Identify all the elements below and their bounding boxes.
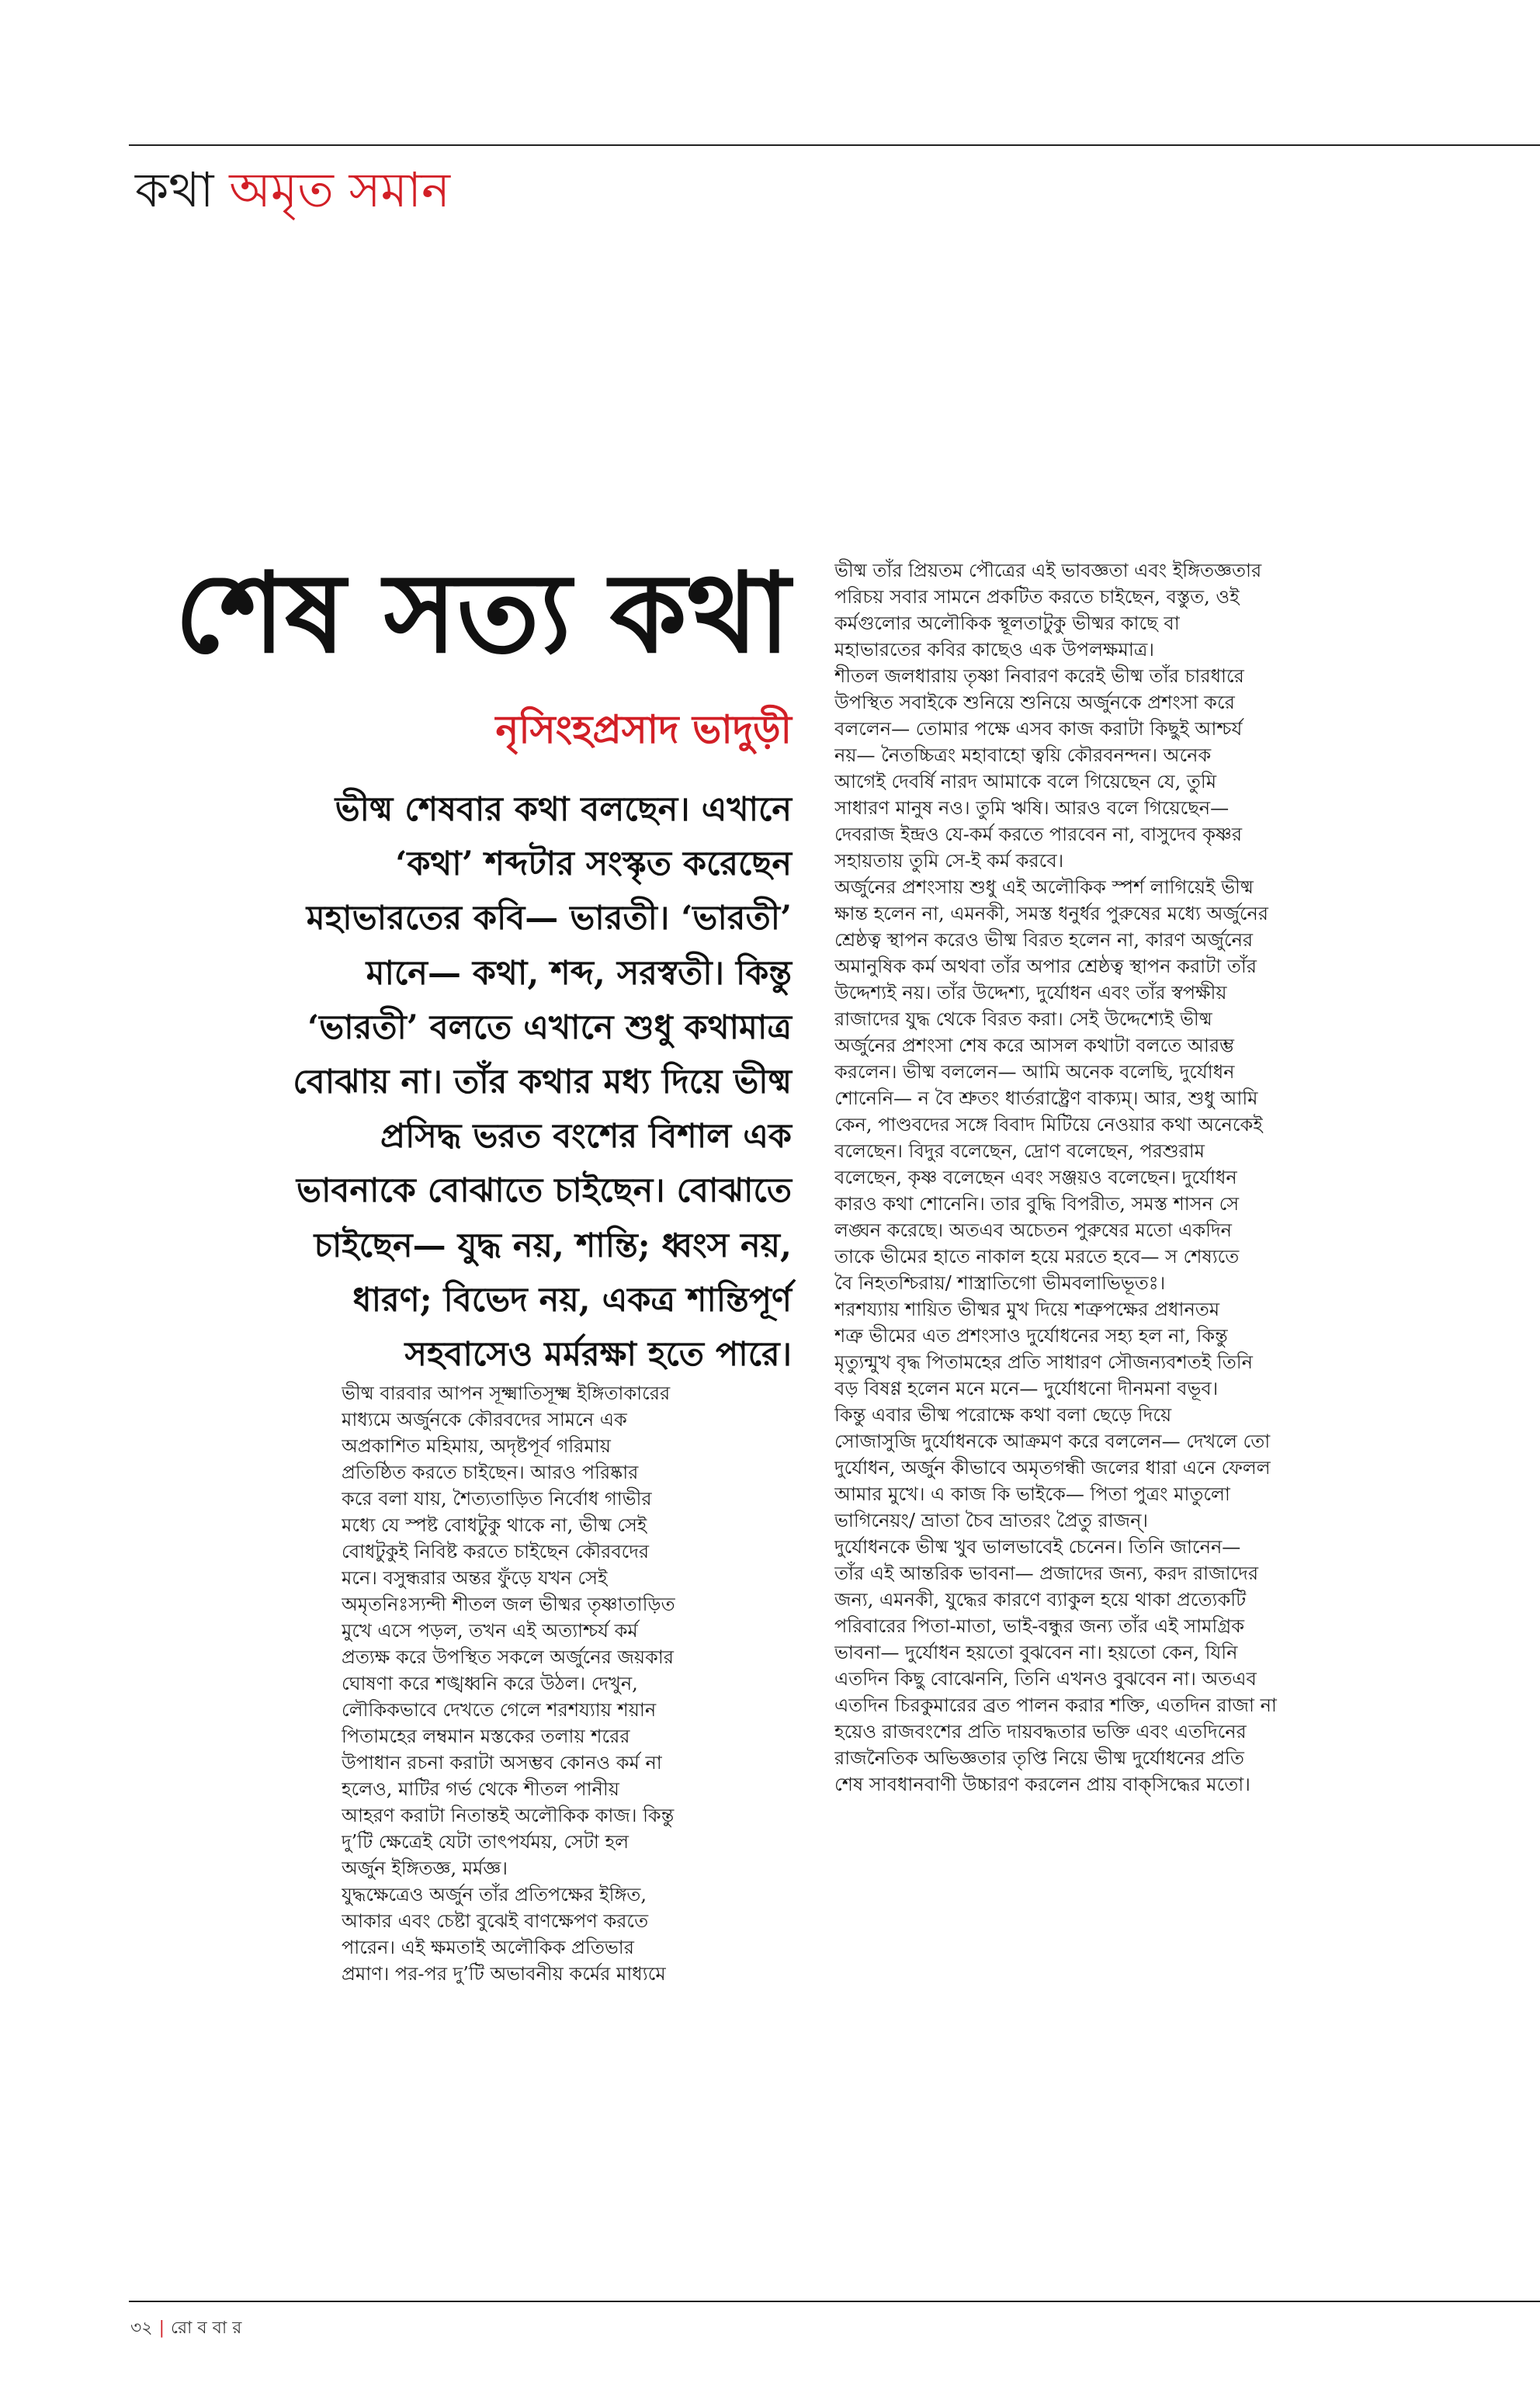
- section-title-part1: কথা: [135, 161, 214, 218]
- text-line: এতদিন কিছু বোঝেননি, তিনি এখনও বুঝবেন না। অতএব: [834, 1668, 1257, 1690]
- text-line: শ্রেষ্ঠত্ব স্থাপন করেও ভীষ্ম বিরত হলেন না, কারণ অর্জুনের: [834, 929, 1254, 951]
- text-line: ঘোষণা করে শঙ্খধ্বনি করে উঠল। দেখুন,: [342, 1673, 638, 1694]
- text-line: মধ্যে যে স্পষ্ট বোধটুকু থাকে না, ভীষ্ম সেই: [342, 1514, 647, 1536]
- text-line: সাধারণ মানুষ নও। তুমি ঋষি। আরও বলে গিয়েছেন—: [834, 797, 1230, 819]
- text-line: উপাধান রচনা করাটা অসম্ভব কোনও কর্ম না: [342, 1752, 662, 1774]
- text-line: আমার মুখে। এ কাজ কি ভাইকে— পিতা পুত্রং মাতুলো: [834, 1483, 1230, 1505]
- text-line: মনে। বসুন্ধরার অন্তর ফুঁড়ে যখন সেই: [342, 1567, 608, 1589]
- text-line: কিন্তু এবার ভীষ্ম পরোক্ষে কথা বলা ছেড়ে দিয়ে: [834, 1404, 1172, 1426]
- text-line: পরিবারের পিতা-মাতা, ভাই-বন্ধুর জন্য তাঁর এই সামগ্রিক: [834, 1615, 1245, 1637]
- text-line: ভীষ্ম বারবার আপন সূক্ষ্মাতিসূক্ষ্ম ইঙ্গিতাকারের: [342, 1382, 671, 1404]
- text-line: করে বলা যায়, শৈত্যতাড়িত নির্বোধ গাভীর: [342, 1488, 652, 1510]
- text-line: বলেছেন, কৃষ্ণ বলেছেন এবং সঞ্জয়ও বলেছেন। দুর্যোধন: [834, 1167, 1237, 1188]
- lead-line: ‘কথা’ শব্দটার সংস্কৃত করেছেন: [395, 844, 792, 884]
- text-line: দেবরাজ ইন্দ্রও যে-কর্ম করতে পারবেন না, বাসুদেব কৃষ্ণর: [834, 824, 1243, 845]
- text-line: মাধ্যমে অর্জুনকে কৌরবদের সামনে এক: [342, 1409, 627, 1431]
- text-line: বললেন— তোমার পক্ষে এসব কাজ করাটা কিছুই আশ্চর্য: [834, 718, 1243, 740]
- lead-line: ভীষ্ম শেষবার কথা বলছেন। এখানে: [335, 790, 792, 829]
- section-title: [135, 155, 450, 225]
- text-line: ভাগিনেয়ং/ ভ্রাতা চৈব ভ্রাতরং প্রৈতু রাজন্।: [834, 1510, 1148, 1531]
- text-line: হয়েও রাজবংশের প্রতি দায়বদ্ধতার ভক্তি এবং এতদিনের: [834, 1721, 1247, 1743]
- text-line: অর্জুনের প্রশংসায় শুধু এই অলৌকিক স্পর্শ লাগিয়েই ভীষ্ম: [834, 876, 1254, 898]
- text-line: প্রমাণ। পর-পর দু’টি অভাবনীয় কর্মের মাধ্যমে: [342, 1963, 666, 1985]
- page-footer: [130, 2313, 241, 2344]
- text-line: শীতল জলধারায় তৃষ্ণা নিবারণ করেই ভীষ্ম তাঁর চারধারে: [834, 665, 1244, 687]
- article-headline: শেষ সত্য কথা: [175, 549, 790, 678]
- text-line: পারেন। এই ক্ষমতাই অলৌকিক প্রতিভার: [342, 1937, 634, 1958]
- text-line: দু’টি ক্ষেত্রেই যেটা তাৎপর্যময়, সেটা হল: [342, 1831, 629, 1853]
- text-line: মুখে এসে পড়ল, তখন এই অত্যাশ্চর্য কর্ম: [342, 1620, 638, 1642]
- text-line: পরিচয় সবার সামনে প্রকটিত করতে চাইছেন, বস্তুত, ওই: [834, 586, 1240, 608]
- text-line: তাঁর এই আন্তরিক ভাবনা— প্রজাদের জন্য, করদ রাজাদের: [834, 1562, 1259, 1584]
- text-line: রাজাদের যুদ্ধ থেকে বিরত করা। সেই উদ্দেশ্যেই ভীষ্ম: [834, 1008, 1212, 1030]
- text-line: দুর্যোধনকে ভীষ্ম খুব ভালভাবেই চেনেন। তিনি জানেন—: [834, 1536, 1241, 1558]
- lead-line: ‘ভারতী’ বলতে এখানে শুধু কথামাত্র: [307, 1007, 792, 1047]
- text-line: শেষ সাবধানবাণী উচ্চারণ করলেন প্রায় বাক্‌সিদ্ধের মতো।: [834, 1774, 1250, 1795]
- text-line: উপস্থিত সবাইকে শুনিয়ে শুনিয়ে অর্জুনকে প্রশংসা করে: [834, 692, 1235, 713]
- text-line: মহাভারতের কবির কাছেও এক উপলক্ষমাত্র।: [834, 639, 1154, 661]
- lead-line: বোঝায় না। তাঁর কথার মধ্য দিয়ে ভীষ্ম: [293, 1063, 792, 1102]
- text-line: অর্জুনের প্রশংসা শেষ করে আসল কথাটা বলতে আরম্ভ: [834, 1035, 1235, 1056]
- body-column-left: [342, 1380, 792, 1987]
- text-line: মৃত্যুন্মুখ বৃদ্ধ পিতামহের প্রতি সাধারণ সৌজন্যবশতই তিনি: [834, 1351, 1253, 1373]
- text-line: নয়— নৈতচ্চিত্রং মহাবাহো ত্বয়ি কৌরবনন্দন। অনেক: [834, 744, 1212, 766]
- bottom-rule: [129, 2301, 1540, 2302]
- magazine-name: রো ব বা র: [171, 2318, 242, 2338]
- text-line: সোজাসুজি দুর্যোধনকে আক্রমণ করে বললেন— দেখলে তো: [834, 1431, 1271, 1452]
- text-line: শত্রু ভীমের এত প্রশংসাও দুর্যোধনের সহ্য হল না, কিন্তু: [834, 1325, 1228, 1347]
- text-line: কারও কথা শোনেনি। তার বুদ্ধি বিপরীত, সমস্ত শাসন সে: [834, 1193, 1240, 1215]
- text-line: প্রত্যক্ষ করে উপস্থিত সকলে অর্জুনের জয়কার: [342, 1646, 675, 1668]
- text-line: করলেন। ভীষ্ম বললেন— আমি অনেক বলেছি, দুর্যোধন: [834, 1061, 1235, 1083]
- text-line: হলেও, মাটির গর্ভ থেকে শীতল পানীয়: [342, 1778, 619, 1800]
- text-line: উদ্দেশ্যই নয়। তাঁর উদ্দেশ্য, দুর্যোধন এবং তাঁর স্বপক্ষীয়: [834, 982, 1227, 1004]
- text-line: ক্ষান্ত হলেন না, এমনকী, সমস্ত ধনুর্ধর পুরুষের মধ্যে অর্জুনের: [834, 903, 1269, 924]
- text-line: বৈ নিহতশ্চিরায়/ শাস্ত্রাতিগো ভীমবলাভিভূতঃ।: [834, 1272, 1166, 1294]
- lead-line: ভাবনাকে বোঝাতে চাইছেন। বোঝাতে: [296, 1171, 792, 1211]
- text-line: সহায়তায় তুমি সে-ই কর্ম করবে।: [834, 850, 1064, 872]
- lead-line: চাইছেন— যুদ্ধ নয়, শান্তি; ধ্বংস নয়,: [314, 1226, 792, 1265]
- text-line: শরশয্যায় শায়িত ভীষ্মর মুখ দিয়ে শত্রুপক্ষের প্রধানতম: [834, 1299, 1220, 1320]
- text-line: বলেছেন। বিদুর বলেছেন, দ্রোণ বলেছেন, পরশুরাম: [834, 1140, 1205, 1162]
- text-line: বোধটুকুই নিবিষ্ট করতে চাইছেন কৌরবদের: [342, 1541, 650, 1562]
- article-author: নৃসিংহপ্রসাদ ভাদুড়ী: [495, 706, 792, 752]
- text-line: অমানুষিক কর্ম অথবা তাঁর অপার শ্রেষ্ঠত্ব স্থাপন করাটা তাঁর: [834, 955, 1257, 977]
- lead-line: মানে— কথা, শব্দ, সরস্বতী। কিন্তু: [366, 953, 792, 993]
- text-line: এতদিন চিরকুমারের ব্রত পালন করার শক্তি, এতদিন রাজা না: [834, 1694, 1277, 1716]
- text-line: অর্জুন ইঙ্গিতজ্ঞ, মর্মজ্ঞ।: [342, 1857, 508, 1879]
- text-line: কেন, পাণ্ডবদের সঙ্গে বিবাদ মিটিয়ে নেওয়ার কথা অনেকেই: [834, 1114, 1263, 1136]
- text-line: আহরণ করাটা নিতান্তই অলৌকিক কাজ। কিন্তু: [342, 1805, 675, 1826]
- text-line: আগেই দেবর্ষি নারদ আমাকে বলে গিয়েছেন যে, তুমি: [834, 771, 1217, 792]
- text-line: অমৃতনিঃস্যন্দী শীতল জল ভীষ্মর তৃষ্ণাতাড়িত: [342, 1594, 675, 1615]
- text-line: তাকে ভীমের হাতে নাকাল হয়ে মরতে হবে— স শেষ্যতে: [834, 1246, 1240, 1268]
- body-column-right: [834, 557, 1409, 1798]
- text-line: ভাবনা— দুর্যোধন হয়তো বুঝবেন না। হয়তো কেন, যিনি: [834, 1642, 1238, 1663]
- top-rule: [129, 144, 1540, 146]
- text-line: অপ্রকাশিত মহিমায়, অদৃষ্টপূর্ব গরিমায়: [342, 1435, 611, 1457]
- section-title-part2: অমৃত সমান: [229, 161, 450, 218]
- lead-paragraph: [194, 782, 792, 1382]
- text-line: আকার এবং চেষ্টা বুঝেই বাণক্ষেপণ করতে: [342, 1910, 649, 1932]
- text-line: কর্মগুলোর অলৌকিক স্থূলতাটুকু ভীষ্মর কাছে বা: [834, 612, 1180, 634]
- lead-line: প্রসিদ্ধ ভরত বংশের বিশাল এক: [380, 1117, 792, 1157]
- text-line: যুদ্ধক্ষেত্রেও অর্জুন তাঁর প্রতিপক্ষের ইঙ্গিত,: [342, 1884, 647, 1906]
- lead-line: মহাভারতের কবি— ভারতী। ‘ভারতী’: [306, 899, 792, 938]
- text-line: জন্য, এমনকী, যুদ্ধের কারণে ব্যাকুল হয়ে থাকা প্রত্যেকটি: [834, 1589, 1247, 1611]
- lead-line: ধারণ; বিভেদ নয়, একত্র শান্তিপূর্ণ: [352, 1280, 792, 1320]
- text-line: লৌকিকভাবে দেখতে গেলে শরশয্যায় শয়ান: [342, 1699, 657, 1721]
- text-line: বড় বিষণ্ণ হলেন মনে মনে— দুর্যোধনো দীনমনা বভূব।: [834, 1378, 1219, 1399]
- text-line: ভীষ্ম তাঁর প্রিয়তম পৌত্রের এই ভাবজ্ঞতা এবং ইঙ্গিতজ্ঞতার: [834, 560, 1262, 581]
- text-line: প্রতিষ্ঠিত করতে চাইছেন। আরও পরিষ্কার: [342, 1462, 639, 1483]
- text-line: দুর্যোধন, অর্জুন কীভাবে অমৃতগন্ধী জলের ধারা এনে ফেলল: [834, 1457, 1271, 1479]
- text-line: শোনেনি— ন বৈ শ্রুতং ধার্তরাষ্ট্রেণ বাক্যম্। আর, শুধু আমি: [834, 1087, 1258, 1109]
- page-number: ৩২: [130, 2318, 153, 2338]
- text-line: পিতামহের লম্বমান মস্তকের তলায় শরের: [342, 1725, 630, 1747]
- lead-line: সহবাসেও মর্মরক্ষা হতে পারে।: [404, 1335, 792, 1375]
- text-line: রাজনৈতিক অভিজ্ঞতার তৃপ্তি নিয়ে ভীষ্ম দুর্যোধনের প্রতি: [834, 1747, 1244, 1769]
- text-line: লঙ্ঘন করেছে। অতএব অচেতন পুরুষের মতো একদিন: [834, 1219, 1232, 1241]
- footer-separator: |: [158, 2318, 165, 2338]
